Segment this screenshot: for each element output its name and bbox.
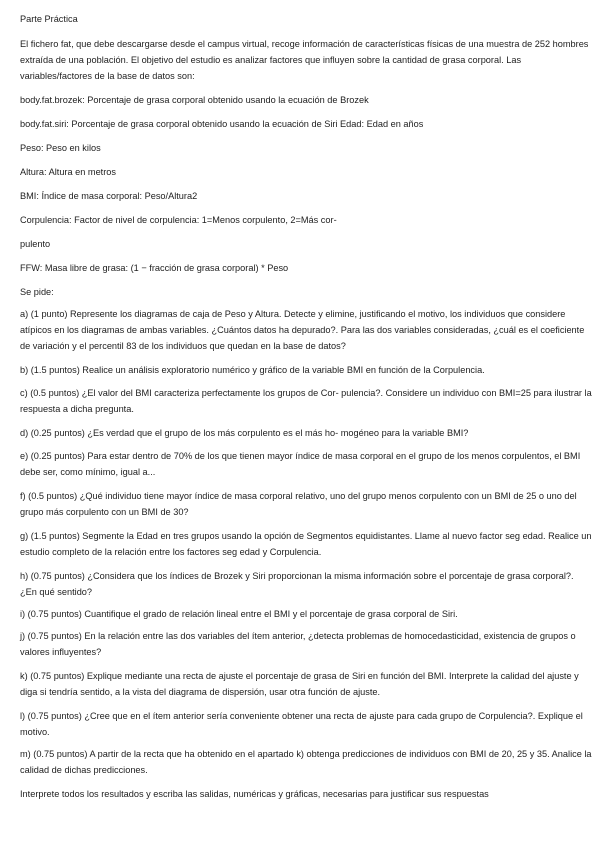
closing-instruction: Interprete todos los resultados y escriba las salidas, numéricas y gráficas, necesarias para justificar sus respuestas (20, 789, 489, 799)
variable-item: Corpulencia: Factor de nivel de corpulencia: 1=Menos corpulento, 2=Más cor- (20, 215, 337, 225)
question-a: a) (1 punto) Represente los diagramas de caja de Peso y Altura. Detecte y elimine, justificando el motivo, los individuos que considere atípicos en los diagramas de ambas variables. ¿Cuántos datos ha depurado?. Para las dos variables consideradas, ¿cuál es el coeficiente de variación y el percentil 83 de los individuos que quedan en la base de datos? (20, 309, 585, 351)
question-e: e) (0.25 puntos) Para estar dentro de 70% de los que tienen mayor índice de masa corporal en el grupo de los menos corpulentos, el BMI debe ser, como mínimo, igual a... (20, 451, 581, 477)
question-k: k) (0.75 puntos) Explique mediante una recta de ajuste el porcentaje de grasa de Siri en función del BMI. Interprete la calidad del ajuste y diga si tendría sentido, a la vista del diagrama de dispersión, usar otra función de ajuste. (20, 671, 579, 697)
question-g: g) (1.5 puntos) Segmente la Edad en tres grupos usando la opción de Segmentos equidistantes. Llame al nuevo factor seg edad. Realice un estudio completo de la relación entre los factores seg edad y Corpulencia. (20, 531, 592, 557)
variable-item: body.fat.siri: Porcentaje de grasa corporal obtenido usando la ecuación de Siri Edad: Edad en años (20, 119, 424, 129)
variable-item: Peso: Peso en kilos (20, 143, 101, 153)
question-b: b) (1.5 puntos) Realice un análisis exploratorio numérico y gráfico de la variable BMI en función de la Corpulencia. (20, 365, 485, 375)
variable-item: BMI: Índice de masa corporal: Peso/Altura2 (20, 191, 198, 201)
variable-item: pulento (20, 239, 51, 249)
question-i: i) (0.75 puntos) Cuantifique el grado de relación lineal entre el BMI y el porcentaje de grasa corporal de Siri. (20, 609, 458, 619)
question-h: h) (0.75 puntos) ¿Considera que los índices de Brozek y Siri proporcionan la misma información sobre el porcentaje de grasa corporal?. ¿En qué sentido? (20, 571, 574, 597)
se-pide-label: Se pide: (20, 287, 54, 297)
variable-item: Altura: Altura en metros (20, 167, 117, 177)
variable-item: body.fat.brozek: Porcentaje de grasa corporal obtenido usando la ecuación de Brozek (20, 95, 369, 105)
question-d: d) (0.25 puntos) ¿Es verdad que el grupo de los más corpulento es el más ho- mogéneo para la variable BMI? (20, 428, 469, 438)
question-f: f) (0.5 puntos) ¿Qué individuo tiene mayor índice de masa corporal relativo, uno del grupo menos corpulento con un BMI de 25 o uno del grupo más corpulento con un BMI de 30? (20, 491, 577, 517)
question-l: l) (0.75 puntos) ¿Cree que en el ítem anterior sería conveniente obtener una recta de ajuste para cada grupo de Corpulencia?. Explique el motivo. (20, 711, 583, 737)
question-c: c) (0.5 puntos) ¿El valor del BMI caracteriza perfectamente los grupos de Cor- pulencia?. Considere un individuo con BMI=25 para ilustrar la respuesta a dicha pregunta. (20, 388, 592, 414)
question-m: m) (0.75 puntos) A partir de la recta que ha obtenido en el apartado k) obtenga predicciones de individuos con BMI de 20, 25 y 35. Analice la calidad de dichas predicciones. (20, 749, 592, 775)
variable-item: FFW: Masa libre de grasa: (1 − fracción de grasa corporal) * Peso (20, 263, 289, 273)
intro-paragraph: El fichero fat, que debe descargarse desde el campus virtual, recoge información de características físicas de una muestra de 252 hombres extraída de una población. El objetivo del estudio es analizar factores que influyen sobre la cantidad de grasa corporal. Las variables/factores de la base de datos son: (20, 39, 589, 81)
section-heading: Parte Práctica (20, 14, 78, 24)
question-j: j) (0.75 puntos) En la relación entre las dos variables del ítem anterior, ¿detecta problemas de homocedasticidad, existencia de grupos o valores influyentes? (20, 631, 576, 657)
